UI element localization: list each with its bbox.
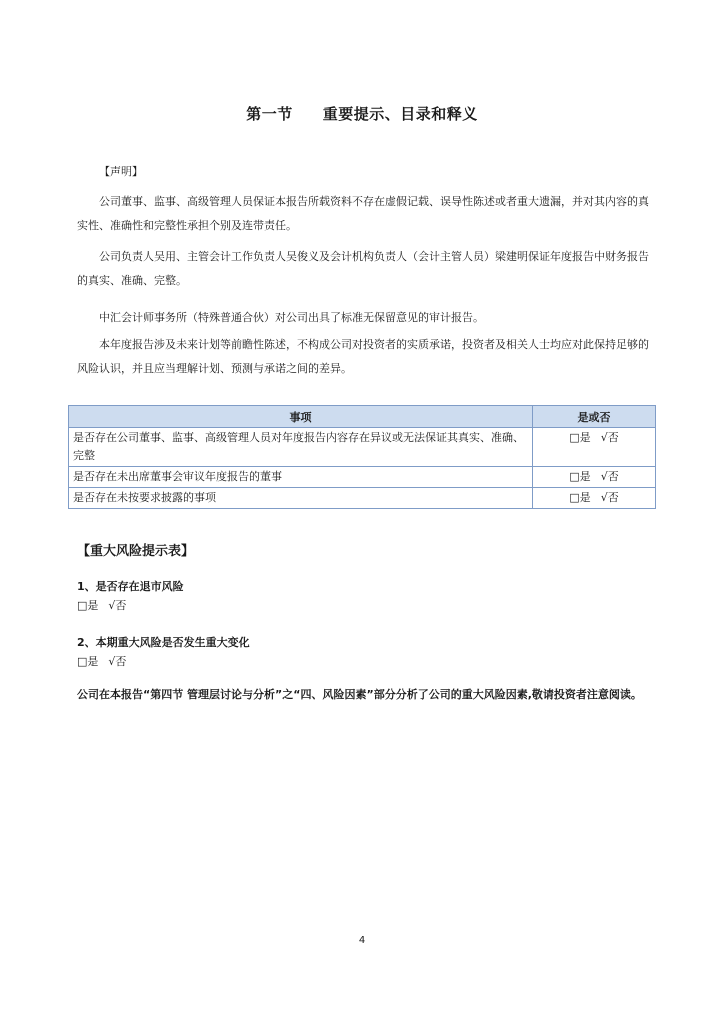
risk-note: 公司在本报告“第四节 管理层讨论与分析”之“四、风险因素”部分分析了公司的重大风险因素,敬请投资者注意阅读。 bbox=[77, 688, 642, 701]
section-title: 重要提示、目录和释义 bbox=[322, 105, 478, 123]
risk-question: 1、是否存在退市风险 bbox=[77, 580, 184, 593]
declaration-paragraph: 中汇会计师事务所（特殊普通合伙）对公司出具了标准无保留意见的审计报告。 bbox=[99, 311, 484, 324]
table-cell-item: 是否存在公司董事、监事、高级管理人员对年度报告内容存在异议或无法保证其真实、准确、完整 bbox=[69, 428, 533, 467]
column-header-answer: 是或否 bbox=[533, 406, 656, 428]
checkbox-yes: □是 bbox=[569, 470, 591, 483]
table-cell-answer bbox=[533, 467, 656, 488]
table-row bbox=[69, 488, 656, 509]
page-number: 4 bbox=[358, 935, 366, 946]
table-row bbox=[69, 428, 656, 467]
risk-question: 2、本期重大风险是否发生重大变化 bbox=[77, 636, 250, 649]
section-number: 第一节 bbox=[246, 105, 293, 123]
table-cell-item: 是否存在未出席董事会审议年度报告的董事 bbox=[69, 467, 533, 488]
check-no: √否 bbox=[108, 599, 127, 612]
check-no: √否 bbox=[600, 470, 619, 483]
check-no: √否 bbox=[600, 491, 619, 504]
declaration-label: 【声明】 bbox=[99, 165, 143, 178]
declaration-paragraph: 公司董事、监事、高级管理人员保证本报告所载资料不存在虚假记载、误导性陈述或者重大遗漏，并对其内容的真实性、准确性和完整性承担个别及连带责任。 bbox=[77, 195, 649, 232]
page-title bbox=[0, 103, 724, 124]
check-no: √否 bbox=[600, 431, 619, 444]
column-header-item: 事项 bbox=[69, 406, 533, 428]
risk-answer bbox=[77, 597, 126, 613]
table-cell-item: 是否存在未按要求披露的事项 bbox=[69, 488, 533, 509]
table-row bbox=[69, 467, 656, 488]
table-header-row bbox=[69, 406, 656, 428]
declaration-paragraph: 公司负责人吴用、主管会计工作负责人吴俊义及会计机构负责人（会计主管人员）梁建明保证年度报告中财务报告的真实、准确、完整。 bbox=[77, 250, 649, 287]
check-no: √否 bbox=[108, 655, 127, 668]
checkbox-yes: □是 bbox=[569, 431, 591, 444]
declaration-paragraph: 本年度报告涉及未来计划等前瞻性陈述，不构成公司对投资者的实质承诺，投资者及相关人士均应对此保持足够的风险认识，并且应当理解计划、预测与承诺之间的差异。 bbox=[77, 338, 649, 375]
checkbox-yes: □是 bbox=[77, 655, 99, 668]
checkbox-yes: □是 bbox=[569, 491, 591, 504]
table-cell-answer bbox=[533, 428, 656, 467]
risk-answer bbox=[77, 653, 126, 669]
checkbox-yes: □是 bbox=[77, 599, 99, 612]
table-cell-answer bbox=[533, 488, 656, 509]
risk-section-title: 【重大风险提示表】 bbox=[77, 544, 195, 559]
items-table bbox=[68, 405, 656, 509]
